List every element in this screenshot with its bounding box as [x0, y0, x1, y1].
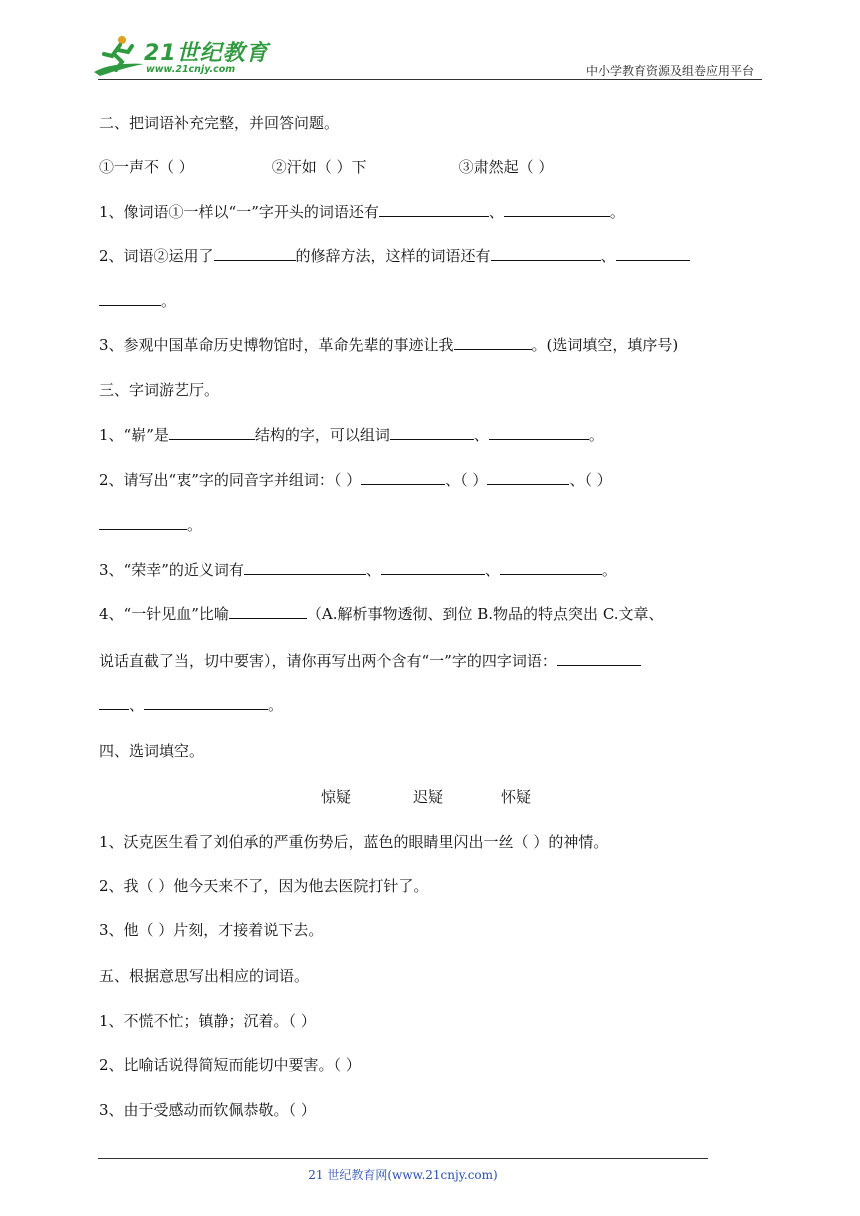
answer-blank[interactable]	[487, 470, 569, 485]
answer-blank[interactable]	[361, 470, 445, 485]
answer-blank[interactable]	[500, 560, 602, 575]
section-5-question-1: 1、不慌不忙；镇静；沉着。（ ）	[99, 1012, 316, 1030]
answer-blank[interactable]	[491, 246, 601, 261]
section-3-question-1: 1、“崭”是 结构的字，可以组词 、 。	[99, 426, 604, 444]
answer-blank[interactable]	[616, 246, 690, 261]
section-4-question-3: 3、他（ ）片刻，才接着说下去。	[99, 921, 324, 939]
answer-blank[interactable]	[454, 335, 532, 350]
header-divider	[98, 79, 762, 80]
idiom-item-1: ①一声不（ ）	[99, 158, 194, 176]
footer-text: 21 世纪教育网(www.21cnjy.com)	[308, 1168, 498, 1182]
runner-icon	[92, 32, 148, 80]
footer-divider	[98, 1158, 708, 1159]
answer-blank[interactable]	[244, 560, 366, 575]
answer-blank[interactable]	[504, 202, 610, 217]
section-3-question-2-cont: 。	[99, 515, 202, 535]
word-bank-item: 怀疑	[501, 788, 532, 806]
word-bank-item: 迟疑	[413, 788, 444, 806]
section-3-question-4-cont2: 、 。	[99, 695, 283, 715]
page-header	[0, 0, 860, 90]
logo-url: www.21cnjy.com	[146, 64, 236, 75]
answer-blank[interactable]	[169, 425, 255, 440]
answer-blank[interactable]	[381, 560, 485, 575]
section-5-title: 五、根据意思写出相应的词语。	[99, 967, 310, 985]
section-2-question-1: 1、像词语①一样以“一”字开头的词语还有 、 。	[99, 203, 625, 221]
section-3-title: 三、字词游艺厅。	[99, 381, 220, 399]
answer-blank[interactable]	[214, 246, 296, 261]
section-3-question-4: 4、“一针见血”比喻 （A.解析事物透彻、到位 B.物品的特点突出 C.文章、	[99, 605, 664, 623]
section-4-question-1: 1、沃克医生看了刘伯承的严重伤势后，蓝色的眼睛里闪出一丝（ ）的神情。	[99, 833, 609, 851]
answer-blank[interactable]	[99, 291, 161, 306]
section-2-question-3: 3、参观中国革命历史博物馆时，革命先辈的事迹让我 。(选词填空，填序号)	[99, 336, 679, 354]
answer-blank[interactable]	[489, 425, 589, 440]
header-slogan: 中小学教育资源及组卷应用平台	[585, 64, 754, 78]
section-5-question-3: 3、由于受感动而钦佩恭敬。（ ）	[99, 1101, 316, 1119]
word-bank-item: 惊疑	[321, 788, 352, 806]
section-3-question-3: 3、“荣幸”的近义词有 、 、 。	[99, 561, 617, 579]
section-2-question-2-cont: 。	[99, 291, 176, 311]
section-2-question-2: 2、词语②运用了 的修辞方法，这样的词语还有 、	[99, 246, 690, 266]
section-3-question-2: 2、请写出“衷”字的同音字并组词：（ ） 、（ ） 、（ ）	[99, 471, 612, 489]
section-4-question-2: 2、我（ ）他今天来不了，因为他去医院打针了。	[99, 877, 429, 895]
section-5-question-2: 2、比喻话说得简短而能切中要害。（ ）	[99, 1056, 361, 1074]
answer-blank[interactable]	[379, 202, 489, 217]
answer-blank[interactable]	[390, 425, 474, 440]
idiom-item-2: ②汗如（ ）下	[271, 158, 367, 176]
answer-blank[interactable]	[557, 651, 641, 666]
section-2-items	[99, 157, 553, 177]
answer-blank[interactable]	[144, 695, 268, 710]
answer-blank[interactable]	[229, 604, 307, 619]
answer-blank[interactable]	[99, 695, 129, 710]
site-logo	[92, 32, 269, 80]
section-3-question-4-cont: 说话直截了当，切中要害），请你再写出两个含有“一”字的四字词语：	[99, 651, 641, 671]
idiom-item-3: ③肃然起（ ）	[458, 158, 554, 176]
section-4-title: 四、选词填空。	[99, 742, 205, 760]
logo-text: 21世纪教育	[144, 41, 269, 66]
section-2-title: 二、把词语补充完整，并回答问题。	[99, 114, 340, 132]
answer-blank[interactable]	[99, 515, 187, 530]
word-bank	[321, 787, 531, 807]
